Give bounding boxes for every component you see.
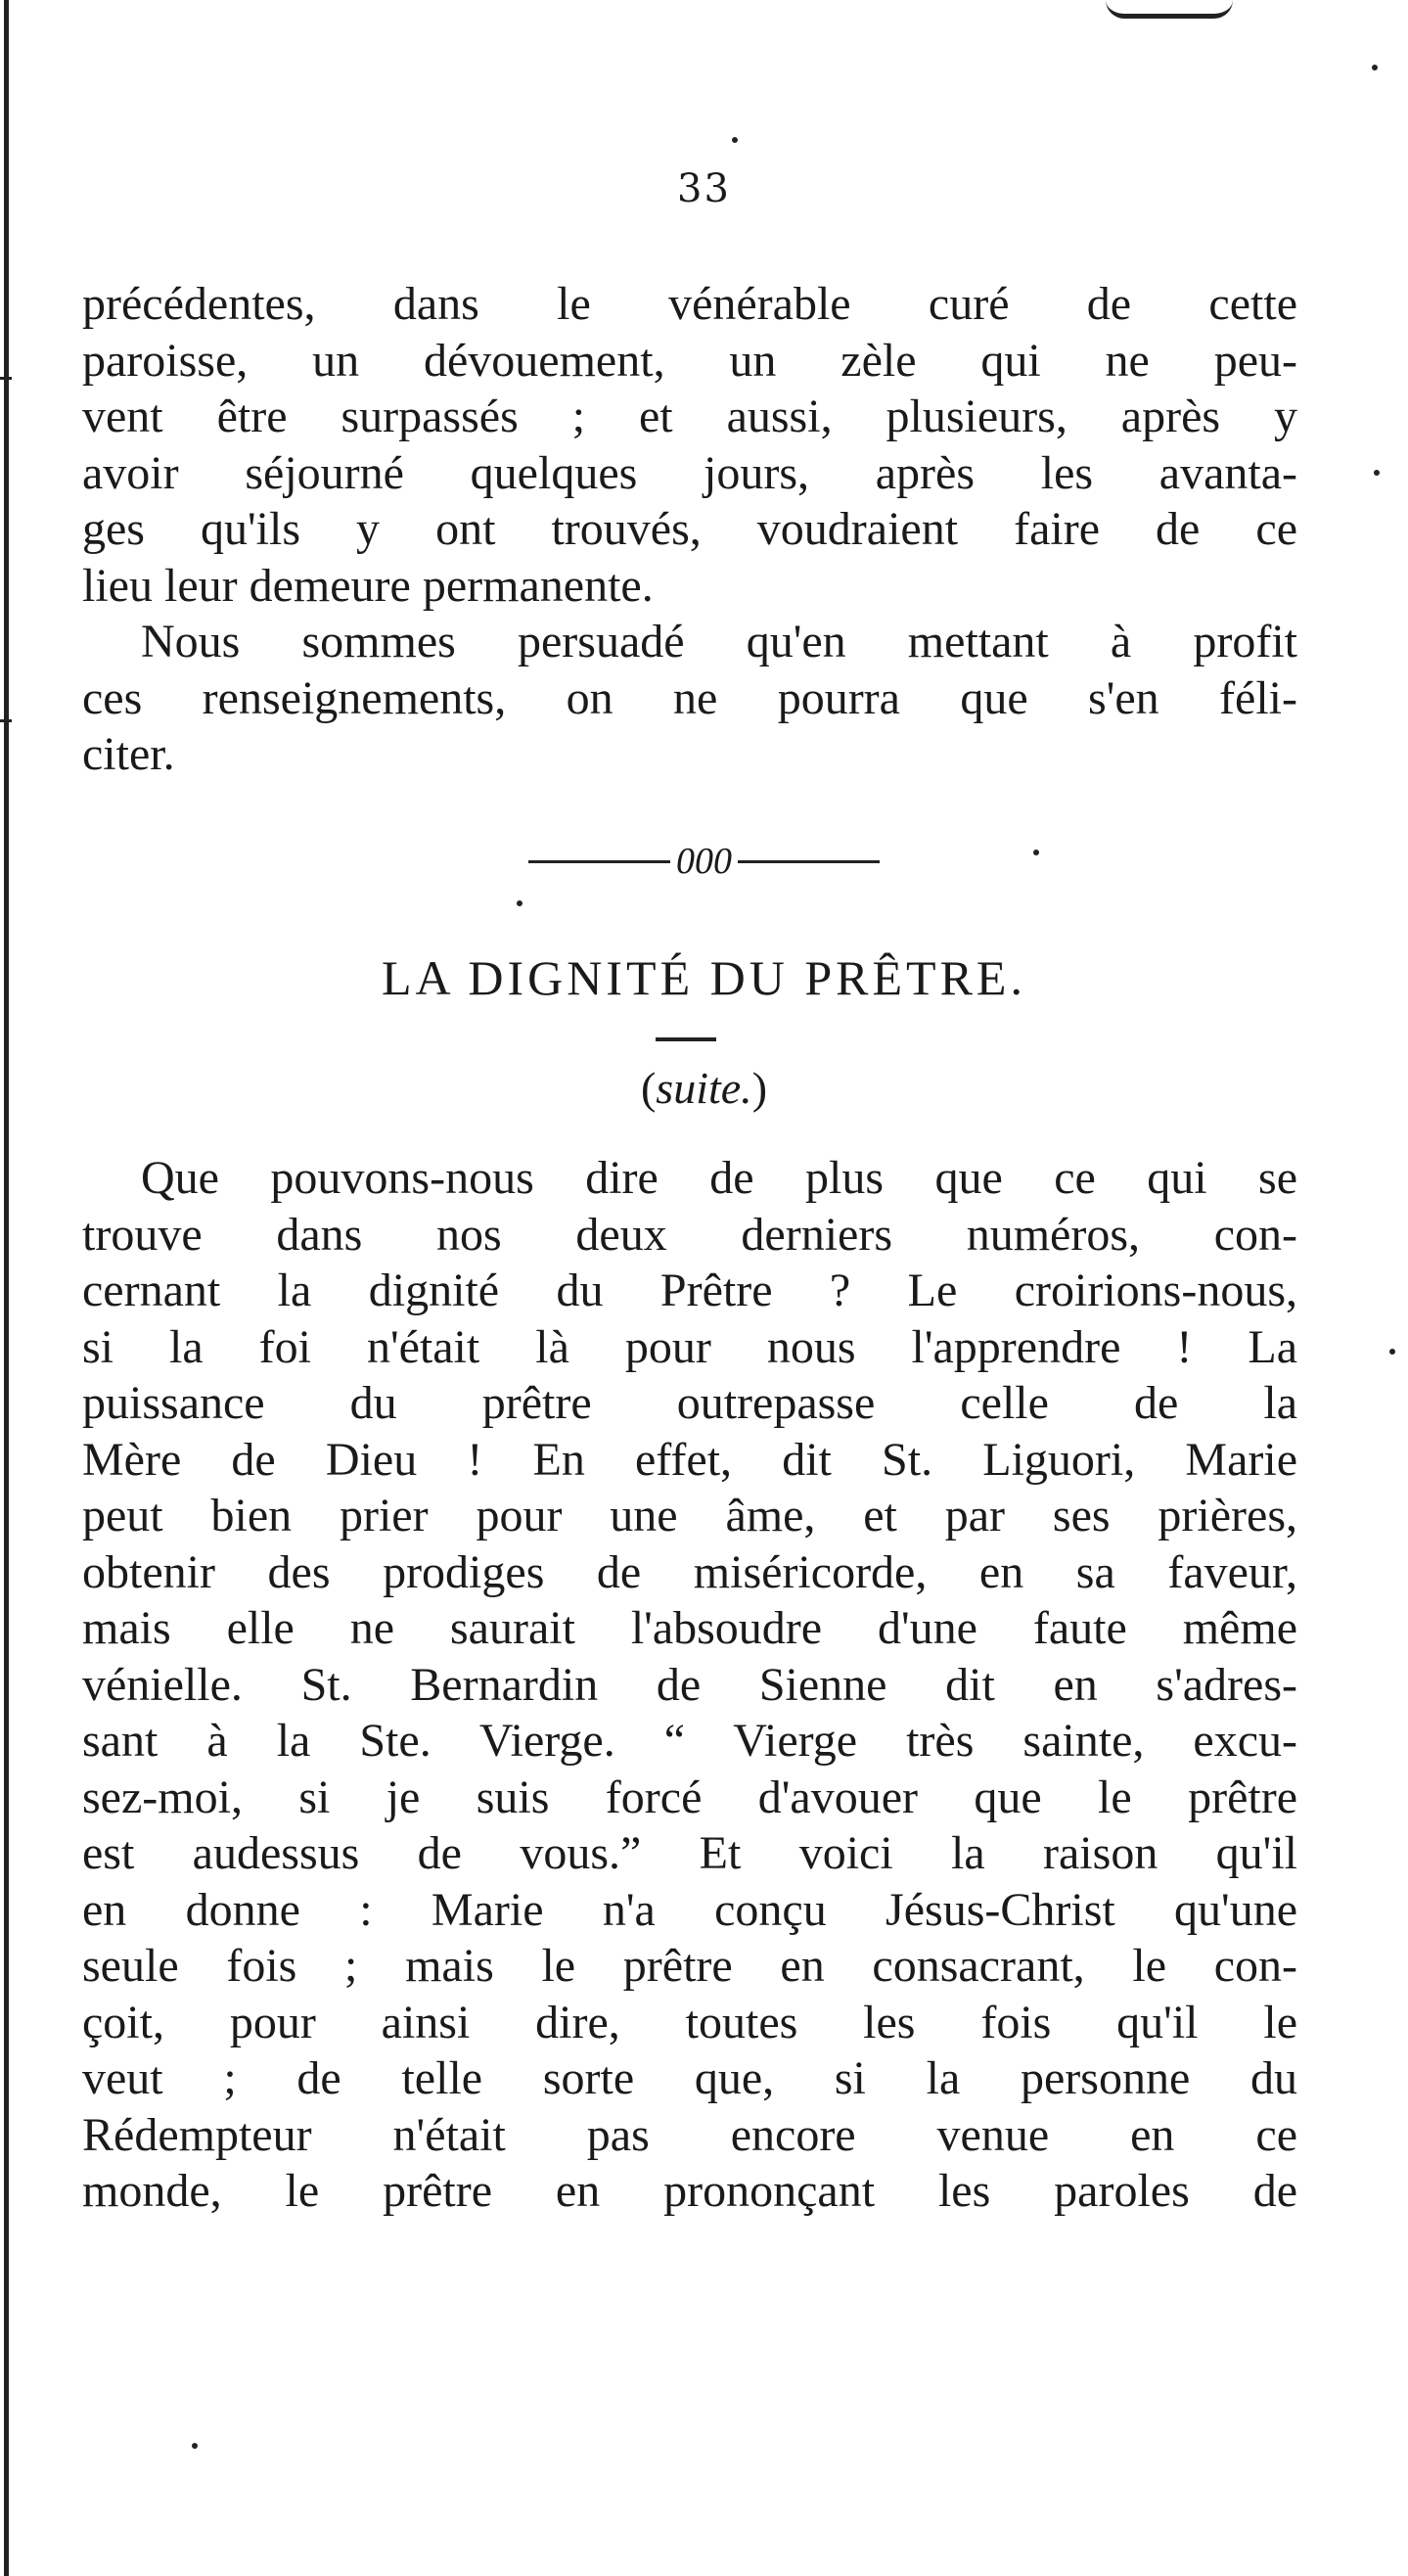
binding-mark [0,719,12,722]
ink-speck [732,137,738,143]
text-line: vent être surpassés ; et aussi, plusieurs, après y [82,391,1297,442]
text-line: obtenir des prodiges de miséricorde, en sa faveur, [82,1545,1297,1598]
separator-rule [738,860,880,863]
page-binding-edge [4,0,9,2576]
text-line: avoir séjourné quelques jours, après les avanta- [82,446,1297,499]
text-line: Que pouvons-nous dire de plus que ce qui se [141,1152,1297,1204]
title-underline [656,1037,716,1041]
section-title: LA DIGNITÉ DU PRÊTRE. [382,950,1026,1005]
ink-speck [192,2443,198,2449]
text-line: Nous sommes persuadé qu'en mettant à profit [141,616,1297,667]
text-line: en donne : Marie n'a conçu Jésus-Christ qu'une [82,1883,1297,1936]
separator-ornament: 000 [676,841,732,882]
text-line: sant à la Ste. Vierge. “ Vierge très sainte, excu- [82,1715,1297,1767]
ink-speck [517,900,522,906]
text-line: si la foi n'était là pour nous l'apprendre ! La [82,1320,1297,1373]
ink-smudge [1106,0,1233,19]
text-line: sez-moi, si je suis forcé d'avouer que le prêtre [82,1771,1297,1823]
text-line: cernant la dignité du Prêtre ? Le croirions-nous, [82,1265,1297,1316]
text-line: puissance du prêtre outrepasse celle de la [82,1377,1297,1429]
continuation-text [82,276,1297,783]
text-line: lieu leur demeure permanente. [82,559,654,612]
text-line: trouve dans nos deux derniers numéros, con- [82,1208,1297,1261]
text-line: ces renseignements, on ne pourra que s'en féli- [82,671,1297,724]
text-line: seule fois ; mais le prêtre en consacrant, le con- [82,1940,1297,1992]
text-line: précédentes, dans le vénérable curé de cette [82,278,1297,330]
ink-speck [1389,1349,1395,1355]
text-line: çoit, pour ainsi dire, toutes les fois qu'il le [82,1996,1297,2048]
text-line: paroisse, un dévouement, un zèle qui ne peu- [82,334,1297,387]
text-line: Mère de Dieu ! En effet, dit St. Liguori, Marie [82,1433,1297,1486]
section-subtitle: (suite.) [640,1063,768,1113]
text-line: peut bien prier pour une âme, et par ses prières, [82,1490,1297,1541]
text-line: citer. [82,728,175,780]
separator-rule [528,860,670,863]
ink-speck [1374,470,1380,476]
subtitle-text: suite. [656,1063,752,1113]
binding-mark [0,377,12,380]
text-line: veut ; de telle sorte que, si la personne du [82,2052,1297,2104]
text-line: Rédempteur n'était pas encore venue en ce [82,2108,1297,2161]
text-line: vénielle. St. Bernardin de Sienne dit en s'adres- [82,1658,1297,1711]
ink-speck [1372,65,1378,70]
text-line: est audessus de vous.” Et voici la raison qu'il [82,1827,1297,1879]
text-line: monde, le prêtre en prononçant les paroles de [82,2165,1297,2217]
page-number: 33 [677,166,731,211]
text-line: ges qu'ils y ont trouvés, voudraient faire de ce [82,503,1297,555]
text-line: mais elle ne saurait l'absoudre d'une faute même [82,1602,1297,1654]
section-separator [0,837,1408,886]
article-body [82,1150,1297,2220]
